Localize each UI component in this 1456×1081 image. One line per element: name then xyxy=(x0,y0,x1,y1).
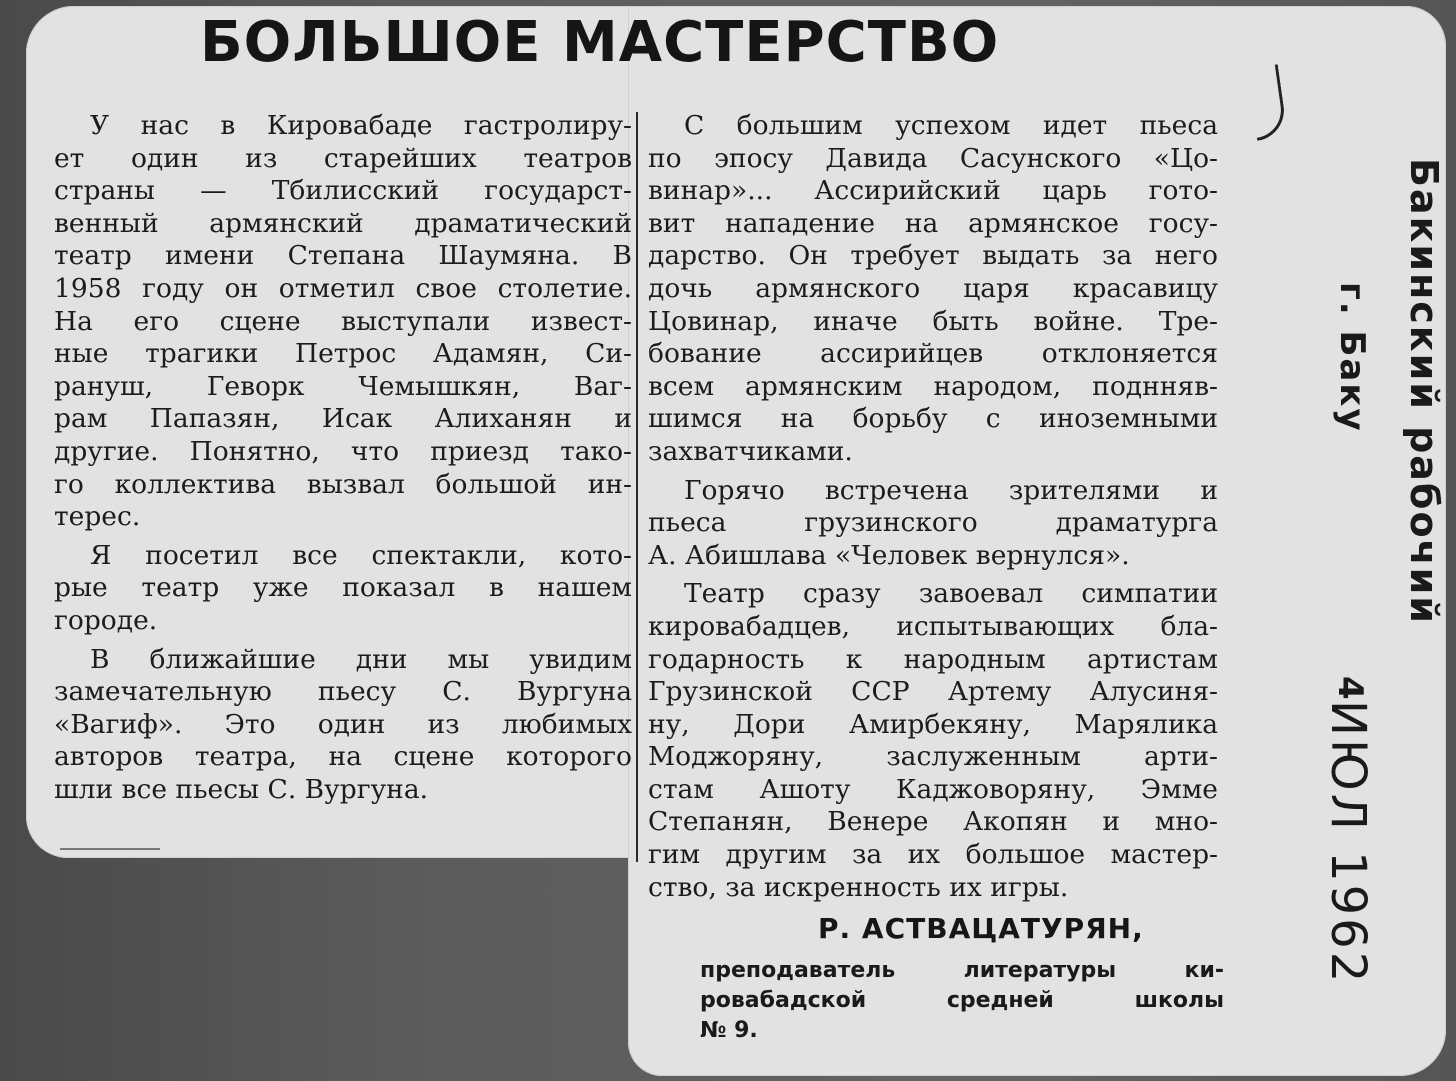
article-headline: БОЛЬШОЕ МАСТЕРСТВО xyxy=(200,10,1000,75)
text-line: стам Ашоту Каджоворяну, Эмме xyxy=(648,773,1218,805)
text-line: замечательную пьесу С. Вургуна xyxy=(54,676,632,708)
text-line: авторов театра, на сцене которого xyxy=(54,741,632,773)
text-line: всем армянским народом, поднняв- xyxy=(648,370,1218,402)
text-line: шимся на борьбу с иноземными xyxy=(648,403,1218,435)
column-end-rule xyxy=(60,848,160,850)
text-line: рануш, Геворк Чемышкян, Ваг- xyxy=(54,370,632,402)
text-line: Моджоряну, заслуженным арти- xyxy=(648,741,1218,773)
text-line: захватчиками. xyxy=(648,435,853,467)
text-line: го коллектива вызвал большой ин- xyxy=(54,468,632,500)
paragraph xyxy=(648,578,1218,904)
text-line: рам Папазян, Исак Алиханян и xyxy=(54,403,632,435)
text-line: винар»... Ассирийский царь гото- xyxy=(648,175,1218,207)
text-line: А. Абишлава «Человек вернулся». xyxy=(648,539,1130,571)
text-line: кировабадцев, испытывающих бла- xyxy=(648,610,1218,642)
text-line: театр имени Степана Шаумяна. В xyxy=(54,240,632,272)
text-line: годарность к народным артистам xyxy=(648,643,1218,675)
text-line: вит нападение на армянское госу- xyxy=(648,207,1218,239)
text-line: Степанян, Венере Акопян и мно- xyxy=(648,806,1218,838)
stamp-day: 4 xyxy=(1330,676,1370,700)
affiliation-line: ровабадской средней школы xyxy=(700,988,1224,1013)
text-line: ство, за искренность их игры. xyxy=(648,871,1069,903)
text-line: страны — Тбилисский государст- xyxy=(54,175,632,207)
stamp-newspaper-name: Бакинский рабочий xyxy=(1402,158,1446,625)
paragraph xyxy=(648,110,1218,469)
text-line: гим другим за их большое мастер- xyxy=(648,839,1218,871)
text-line: ет один из старейших театров xyxy=(54,142,632,174)
text-line: С большим успехом идет пьеса xyxy=(684,110,1218,141)
paragraph xyxy=(54,110,632,534)
text-line: рые театр уже показал в нашем xyxy=(54,572,632,604)
column-divider xyxy=(636,112,638,862)
author-signature: Р. АСТВАЦАТУРЯН, xyxy=(818,912,1144,945)
stamp-date: ИЮЛ 1962 xyxy=(1320,700,1376,986)
author-affiliation xyxy=(700,956,1224,1046)
text-line: по эпосу Давида Сасунского «Цо- xyxy=(648,142,1218,174)
text-line: терес. xyxy=(54,501,141,533)
text-line: пьеса грузинского драматурга xyxy=(648,507,1218,539)
paragraph xyxy=(648,475,1218,573)
text-line: другие. Понятно, что приезд тако- xyxy=(54,435,632,467)
text-line: Я посетил все спектакли, кото- xyxy=(90,539,632,571)
text-line: шли все пьесы С. Вургуна. xyxy=(54,773,429,805)
text-line: 1958 году он отметил свое столетие. xyxy=(54,272,632,304)
text-line: Грузинской ССР Артему Алусиня- xyxy=(648,676,1218,708)
right-column xyxy=(648,110,1218,904)
text-line: Театр сразу завоевал симпатии xyxy=(684,578,1218,610)
affiliation-line: № 9. xyxy=(700,1018,758,1043)
text-line: ные трагики Петрос Адамян, Си- xyxy=(54,338,632,370)
text-line: «Вагиф». Это один из любимых xyxy=(54,708,632,740)
stamp-city: г. Баку xyxy=(1332,282,1372,433)
paragraph xyxy=(54,540,632,638)
text-line: бование ассирийцев отклоняется xyxy=(648,338,1218,370)
text-line: ну, Дори Амирбекяну, Марялика xyxy=(648,708,1218,740)
text-line: городе. xyxy=(54,604,158,636)
text-line: дарство. Он требует выдать за него xyxy=(648,240,1218,272)
left-column xyxy=(54,110,632,806)
affiliation-line: преподаватель литературы ки- xyxy=(700,958,1224,983)
paragraph xyxy=(54,644,632,807)
text-line: У нас в Кировабаде гастролиру- xyxy=(90,110,632,141)
text-line: дочь армянского царя красавицу xyxy=(648,272,1218,304)
text-line: Цовинар, иначе быть войне. Тре- xyxy=(648,305,1218,337)
text-line: В ближайшие дни мы увидим xyxy=(90,643,632,675)
text-line: На его сцене выступали извест- xyxy=(54,305,632,337)
text-line: Горячо встречена зрителями и xyxy=(684,474,1218,506)
text-line: венный армянский драматический xyxy=(54,207,632,239)
